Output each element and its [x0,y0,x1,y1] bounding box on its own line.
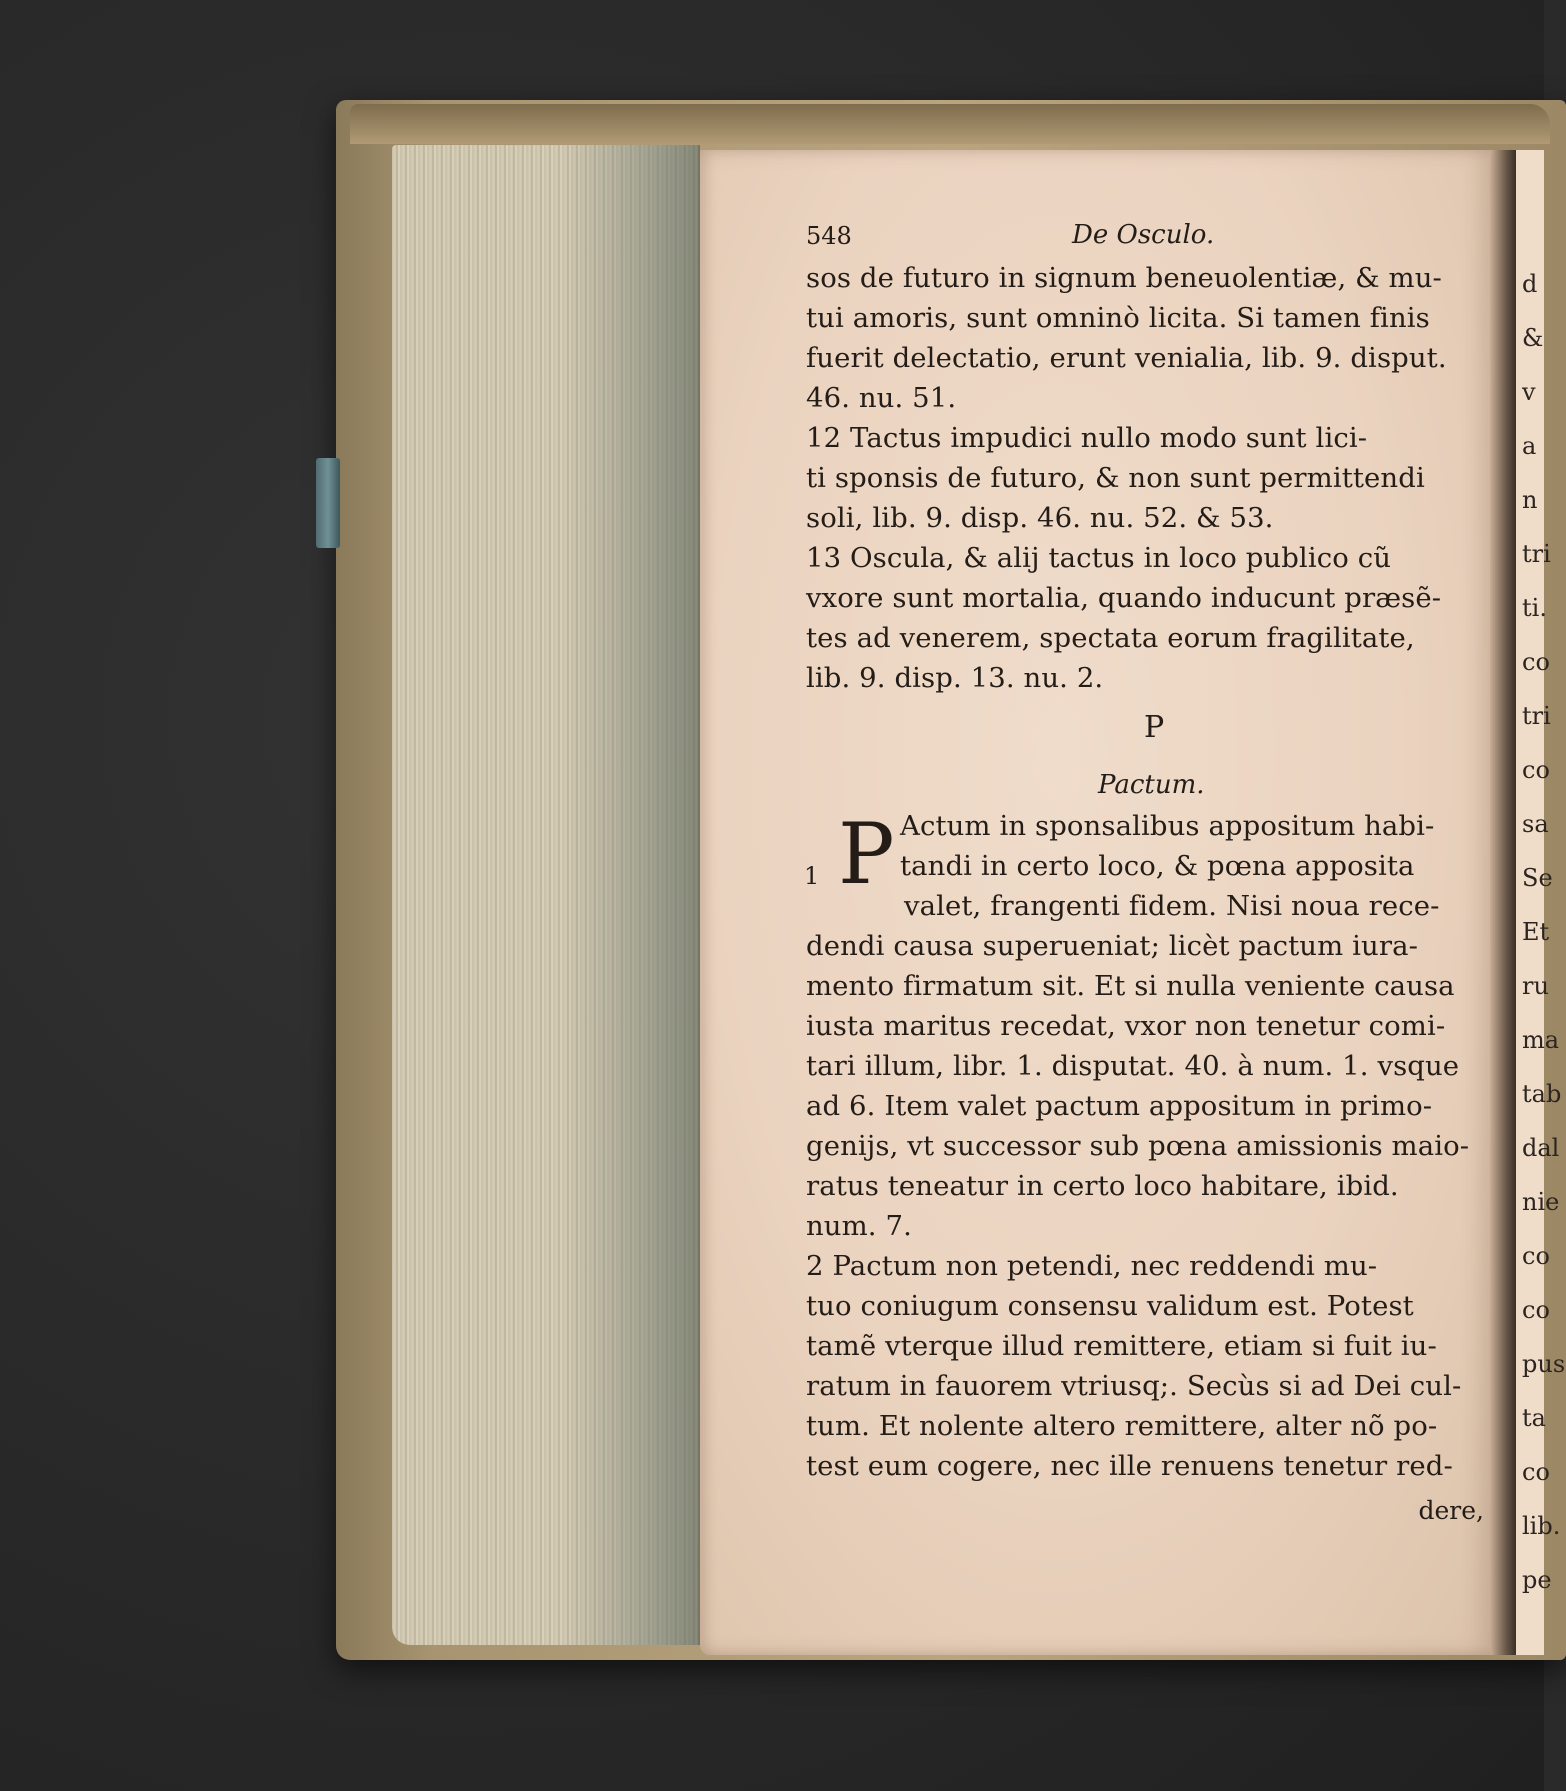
text-line: tuo coniugum consensu validum est. Potest [806,1290,1414,1322]
text-line: Actum in sponsalibus appositum habi- [900,810,1435,842]
facing-page-fragment: nie [1522,1188,1560,1216]
text-line: fuerit delectatio, erunt venialia, lib. 9. disput. [806,342,1447,374]
facing-page-fragment: ti. [1522,594,1547,622]
text-line: 13 Oscula, & alij tactus in loco publico cũ [806,542,1392,574]
text-line: tari illum, libr. 1. disputat. 40. à num. 1. vsque [806,1050,1460,1082]
facing-page-fragment: & [1522,324,1544,352]
text-line: genijs, vt successor sub pœna amissionis maio- [806,1130,1470,1162]
text-line: ratum in fauorem vtriusq;. Secùs si ad Dei cul- [806,1370,1462,1402]
text-line: soli, lib. 9. disp. 46. nu. 52. & 53. [806,502,1274,534]
text-line: num. 7. [806,1210,912,1242]
facing-page-fragment: tri [1522,702,1551,730]
text-line: valet, frangenti fidem. Nisi noua rece- [904,890,1440,922]
margin-number: 1 [804,862,820,890]
text-line: dendi causa superueniat; licèt pactum iura- [806,930,1418,962]
drop-capital: P [838,805,895,903]
text-line: tandi in certo loco, & pœna apposita [900,850,1415,882]
book-gutter [1490,150,1516,1655]
text-line: sos de futuro in signum beneuolentiæ, & mu- [806,262,1442,294]
text-line: ad 6. Item valet pactum appositum in primo- [806,1090,1433,1122]
text-line: tamẽ vterque illud remittere, etiam si fuit iu- [806,1330,1437,1362]
text-line: tes ad venerem, spectata eorum fragilitate, [806,622,1415,654]
facing-page-fragment: co [1522,1458,1550,1486]
clasp-icon [316,458,340,548]
running-title: De Osculo. [1072,220,1215,250]
text-line: mento firmatum sit. Et si nulla veniente causa [806,970,1455,1002]
text-line: 12 Tactus impudici nullo modo sunt lici- [806,422,1368,454]
facing-page-fragment: dal [1522,1134,1560,1162]
facing-page-fragment: tab [1522,1080,1562,1108]
facing-page-fragment: v [1522,378,1536,406]
facing-page-fragment: Se [1522,864,1553,892]
text-line: ratus teneatur in certo loco habitare, ibid. [806,1170,1399,1202]
facing-page-fragment: Et [1522,918,1550,946]
page-number: 548 [806,222,852,250]
facing-page-fragment: ma [1522,1026,1560,1054]
facing-page-edge [1516,150,1566,1655]
text-line: ti sponsis de futuro, & non sunt permittendi [806,462,1425,494]
facing-page-fragment: co [1522,1296,1550,1324]
book-cover-top-edge [350,104,1550,144]
catchword: dere, [1418,1496,1484,1525]
facing-page-fragment: a [1522,432,1537,460]
facing-page-fragment: pe [1522,1566,1552,1594]
text-line: lib. 9. disp. 13. nu. 2. [806,662,1104,694]
section-letter: P [1144,710,1165,745]
page-block-shadow [560,145,700,1645]
text-line: 46. nu. 51. [806,382,957,414]
facing-page-fragment: co [1522,1242,1550,1270]
text-line: test eum cogere, nec ille renuens tenetur red- [806,1450,1453,1482]
text-line: iusta maritus recedat, vxor non tenetur comi- [806,1010,1446,1042]
facing-page-fragment: sa [1522,810,1549,838]
facing-page-fragment: lib. [1522,1512,1561,1540]
facing-page-fragment: ta [1522,1404,1546,1432]
facing-page-fragment: tri [1522,540,1551,568]
facing-page-fragment: pus [1522,1350,1566,1378]
text-line: 2 Pactum non petendi, nec reddendi mu- [806,1250,1378,1282]
facing-page-fragment: co [1522,648,1550,676]
section-heading: Pactum. [1098,770,1205,800]
facing-page-fragment: ru [1522,972,1549,1000]
text-line: tui amoris, sunt omninò licita. Si tamen finis [806,302,1430,334]
text-line: tum. Et nolente altero remittere, alter nõ po- [806,1410,1438,1442]
text-line: vxore sunt mortalia, quando inducunt præsẽ- [806,582,1442,614]
facing-page-fragment: n [1522,486,1538,514]
facing-page-fragment: co [1522,756,1550,784]
facing-page-fragment: d [1522,270,1538,298]
